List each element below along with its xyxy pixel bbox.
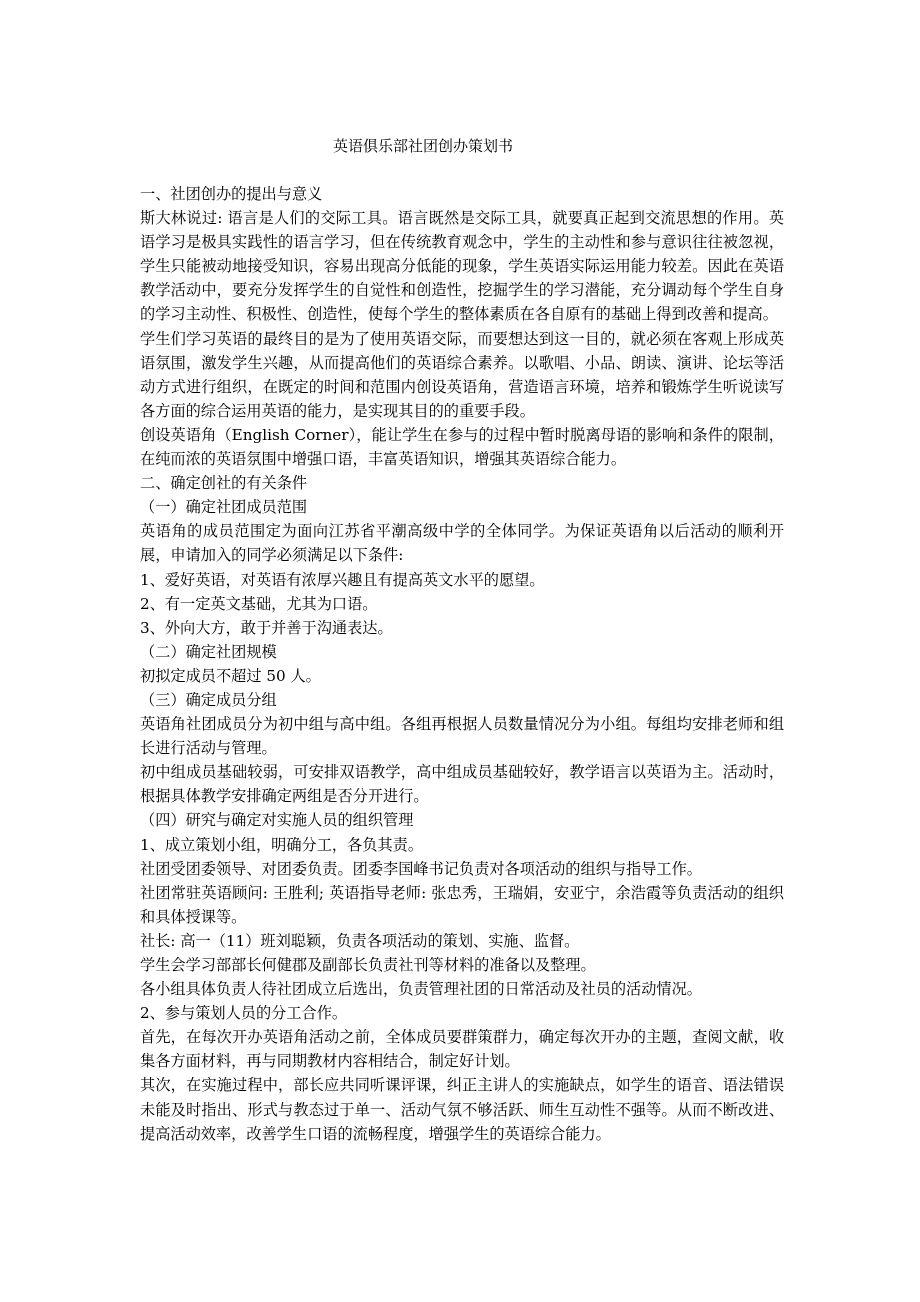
section-heading-2: 二、确定创社的有关条件	[140, 474, 308, 493]
list-item: 2、参与策划人员的分工合作。	[140, 1004, 348, 1023]
list-item: 3、外向大方，敢于并善于沟通表达。	[140, 618, 393, 637]
paragraph: 其次，在实施过程中，部长应共同听课评课，纠正主讲人的实施缺点，如学生的语音、语法错误未能及时指出、形式与教态过于单一、活动气氛不够活跃、师生互动性不强等。从而不断改进、提高活动效率，改善学生口语的流畅程度，增强学生的英语综合能力。	[140, 1076, 784, 1143]
document-body	[140, 182, 784, 1146]
list-item: 1、爱好英语，对英语有浓厚兴趣且有提高英文水平的愿望。	[140, 570, 545, 589]
paragraph: 社长: 高一（11）班刘聪颖，负责各项活动的策划、实施、监督。	[140, 931, 580, 950]
paragraph: 初拟定成员不超过 50 人。	[140, 666, 321, 685]
subsection-heading: （一）确定社团成员范围	[140, 498, 308, 517]
paragraph: 斯大林说过: 语言是人们的交际工具。语言既然是交际工具，就要真正起到交流思想的作用。英语学习是极具实践性的语言学习，但在传统教育观念中，学生的主动性和参与意识往往被忽视，学生只能被动地接受知识，容易出现高分低能的现象，学生英语实际运用能力较差。因此在英语教学活动中，要充分发挥学生的自觉性和创造性，挖掘学生的学习潜能，充分调动每个学生自身的学习主动性、积极性、创造性，使每个学生的整体素质在各自原有的基础上得到改善和提高。	[140, 209, 784, 324]
subsection-heading: （四）研究与确定对实施人员的组织管理	[140, 811, 414, 830]
paragraph: 英语角社团成员分为初中组与高中组。各组再根据人员数量情况分为小组。每组均安排老师和组长进行活动与管理。	[140, 715, 784, 758]
paragraph: 学生会学习部部长何健郡及副部长负责社刊等材料的准备以及整理。	[140, 956, 596, 974]
paragraph: 初中组成员基础较弱，可安排双语教学，高中组成员基础较好，教学语言以英语为主。活动时，根据具体教学安排确定两组是否分开进行。	[140, 763, 784, 806]
paragraph: 社团常驻英语顾问: 王胜利; 英语指导老师: 张忠秀，王瑞娟，安亚宁，余浩霞等负责活动的组织和具体授课等。	[140, 883, 784, 926]
subsection-heading: （三）确定成员分组	[140, 690, 277, 709]
paragraph: 学生们学习英语的最终目的是为了使用英语交际，而要想达到这一目的，就必须在客观上形成英语氛围，激发学生兴趣，从而提高他们的英语综合素养。以歌唱、小品、朗读、演讲、论坛等活动方式进行组织，在既定的时间和范围内创设英语角，营造语言环境，培养和锻炼学生听说读写各方面的综合运用英语的能力，是实现其目的的重要手段。	[140, 329, 784, 420]
list-item: 2、有一定英文基础，尤其为口语。	[140, 594, 378, 613]
document-title: 英语俱乐部社团创办策划书	[332, 137, 513, 155]
section-heading-1: 一、社团创办的提出与意义	[140, 185, 323, 203]
paragraph: 首先，在每次开办英语角活动之前，全体成员要群策群力，确定每次开办的主题，查阅文献，收集各方面材料，再与同期教材内容相结合，制定好计划。	[140, 1028, 784, 1071]
paragraph: 英语角的成员范围定为面向江苏省平潮高级中学的全体同学。为保证英语角以后活动的顺利开展，申请加入的同学必须满足以下条件:	[140, 522, 784, 565]
list-item: 1、成立策划小组，明确分工，各负其责。	[140, 835, 424, 854]
paragraph: 社团受团委领导、对团委负责。团委李国峰书记负责对各项活动的组织与指导工作。	[140, 859, 702, 878]
paragraph: 各小组具体负责人待社团成立后选出，负责管理社团的日常活动及社员的活动情况。	[140, 980, 702, 999]
paragraph: 创设英语角（English Corner），能让学生在参与的过程中暂时脱离母语的影响和条件的限制，在纯而浓的英语氛围中增强口语，丰富英语知识，增强其英语综合能力。	[140, 425, 784, 469]
subsection-heading: （二）确定社团规模	[140, 642, 277, 661]
